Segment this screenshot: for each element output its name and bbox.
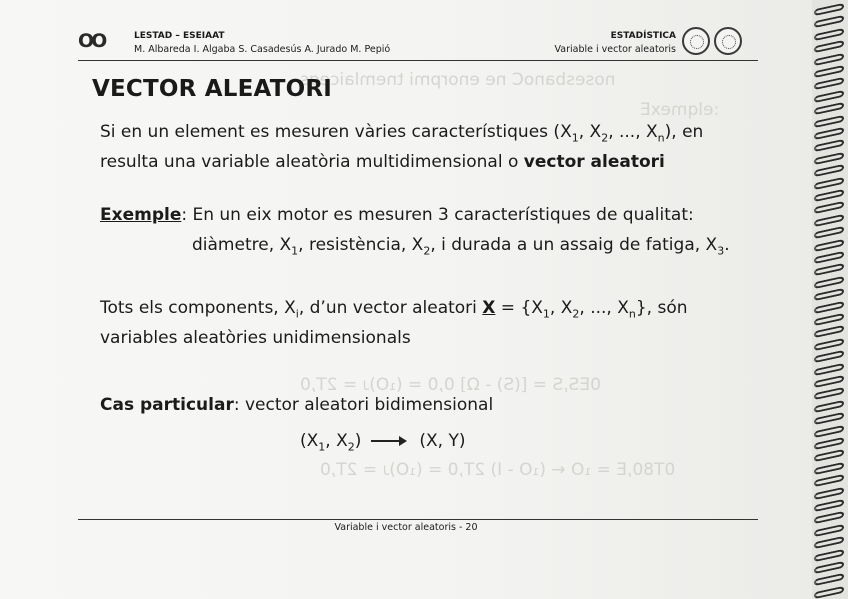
components-line-2: variables aleatòries unidimensionals	[100, 328, 411, 348]
header-topic: Variable i vector aleatoris	[554, 44, 676, 55]
subscript: n	[628, 307, 636, 321]
binding-coil	[814, 437, 844, 450]
binding-coil	[814, 524, 844, 537]
university-crest-icon	[682, 27, 710, 55]
binding-coil	[814, 300, 844, 313]
text: , X	[578, 122, 602, 142]
example-line-1	[100, 200, 730, 230]
subscript: i	[295, 307, 299, 321]
subscript: 1	[571, 131, 579, 145]
page-title: VECTOR ALEATORI	[92, 76, 333, 102]
text: Si en un element es mesuren vàries característiques (X	[100, 122, 572, 142]
binding-coil	[814, 15, 844, 28]
bleed-through-text: 0ES,S = [(S) - Ω] 0,0 = (₁O)ᴊ = 2T,0	[300, 375, 601, 395]
binding-coil	[814, 338, 844, 351]
text: resulta una variable aleatòria multidimensional o	[100, 152, 524, 172]
subscript: 3	[717, 244, 725, 258]
page-footer: Variable i vector aleatoris - 20	[334, 522, 478, 533]
text: diàmetre, X	[192, 235, 292, 255]
binding-coil	[814, 462, 844, 475]
binding-coil	[814, 387, 844, 400]
definition-paragraph	[100, 117, 703, 177]
text: Tots els components, X	[100, 298, 296, 318]
particular-paragraph	[100, 390, 493, 456]
binding-coil	[814, 214, 844, 227]
subscript: 1	[542, 307, 550, 321]
bleed-through-text: nosesbanoC ne enorpmi tnemlaiceqs	[300, 70, 616, 90]
binding-coil	[814, 561, 844, 574]
binding-coil	[814, 362, 844, 375]
binding-coil	[814, 375, 844, 388]
spiral-binding	[812, 0, 848, 599]
binding-coil	[814, 486, 844, 499]
binding-coil	[814, 102, 844, 115]
binding-coil	[814, 474, 844, 487]
components-paragraph	[100, 293, 688, 353]
binding-coil	[814, 573, 844, 586]
text: , d’un vector aleatori	[298, 298, 483, 318]
components-line-1	[100, 293, 688, 323]
binding-coil	[814, 350, 844, 363]
definition-line-2	[100, 147, 703, 177]
binding-coil	[814, 127, 844, 140]
subscript: 2	[347, 440, 355, 454]
text: .	[724, 235, 730, 255]
footer-rule	[78, 519, 758, 520]
binding-coil	[814, 548, 844, 561]
right-arrow-icon	[371, 440, 405, 442]
text: ), en	[664, 122, 704, 142]
binding-coil	[814, 313, 844, 326]
header-rule	[78, 60, 758, 61]
subscript: 2	[423, 244, 431, 258]
text: , X	[325, 431, 348, 451]
subscript: 2	[572, 307, 580, 321]
example-paragraph	[100, 200, 730, 260]
text: (X	[300, 431, 319, 451]
example-line-2	[100, 230, 730, 260]
bold-term: vector aleatori	[523, 152, 665, 172]
header-authors: M. Albareda I. Algaba S. Casadesús A. Jurado M. Pepió	[134, 44, 391, 55]
binding-coil	[814, 90, 844, 103]
binding-coil	[814, 201, 844, 214]
binding-coil	[814, 586, 844, 599]
text: )	[354, 431, 362, 451]
binding-coil	[814, 52, 844, 65]
binding-coil	[814, 3, 844, 16]
subscript: 1	[291, 244, 299, 258]
text: }, són	[635, 298, 688, 318]
subscript: n	[657, 131, 665, 145]
header-left	[134, 29, 390, 57]
text: , ..., X	[579, 298, 629, 318]
binding-coil	[814, 449, 844, 462]
binding-coil	[814, 114, 844, 127]
binding-coil	[814, 77, 844, 90]
binding-coil	[814, 325, 844, 338]
binding-coil	[814, 263, 844, 276]
subscript: 1	[318, 440, 326, 454]
header-right	[555, 29, 676, 57]
text: = {X	[495, 298, 543, 318]
binding-coil	[814, 176, 844, 189]
binding-coil	[814, 499, 844, 512]
binding-coil	[814, 412, 844, 425]
binding-coil	[814, 40, 844, 53]
binding-coil	[814, 276, 844, 289]
definition-line-1	[100, 117, 703, 147]
vector-symbol: X	[482, 298, 496, 318]
school-crest-icon	[714, 27, 742, 55]
binding-coil	[814, 288, 844, 301]
text: : vector aleatori bidimensional	[233, 395, 494, 415]
subscript: 2	[601, 131, 609, 145]
text: , ..., X	[608, 122, 658, 142]
header-school: LESTAD – ESEIAAT	[134, 31, 225, 41]
particular-label: Cas particular	[100, 395, 234, 415]
institution-logo: OO	[78, 30, 105, 52]
text: (X, Y)	[419, 431, 466, 451]
bleed-through-text: 0T80,E = ₁O ← (₁O - I) 2T,0 = (₁O)ᴊ = 2T,0	[320, 460, 676, 480]
example-label: Exemple	[100, 205, 182, 225]
binding-coil	[814, 511, 844, 524]
text: , i durada a un assaig de fatiga, X	[430, 235, 718, 255]
bleed-through-text: :elqmexE	[640, 100, 720, 120]
text: , resistència, X	[298, 235, 424, 255]
text: , X	[549, 298, 573, 318]
binding-coil	[814, 152, 844, 165]
binding-coil	[814, 164, 844, 177]
binding-coil	[814, 251, 844, 264]
binding-coil	[814, 65, 844, 78]
binding-coil	[814, 424, 844, 437]
particular-mapping	[100, 426, 493, 456]
binding-coil	[814, 189, 844, 202]
particular-line-1	[100, 390, 493, 420]
binding-coil	[814, 226, 844, 239]
header-subject: ESTADÍSTICA	[610, 31, 676, 41]
binding-coil	[814, 139, 844, 152]
binding-coil	[814, 536, 844, 549]
text: : En un eix motor es mesuren 3 característiques de qualitat:	[181, 205, 694, 225]
page-header	[78, 25, 756, 65]
binding-coil	[814, 238, 844, 251]
binding-coil	[814, 400, 844, 413]
binding-coil	[814, 28, 844, 41]
